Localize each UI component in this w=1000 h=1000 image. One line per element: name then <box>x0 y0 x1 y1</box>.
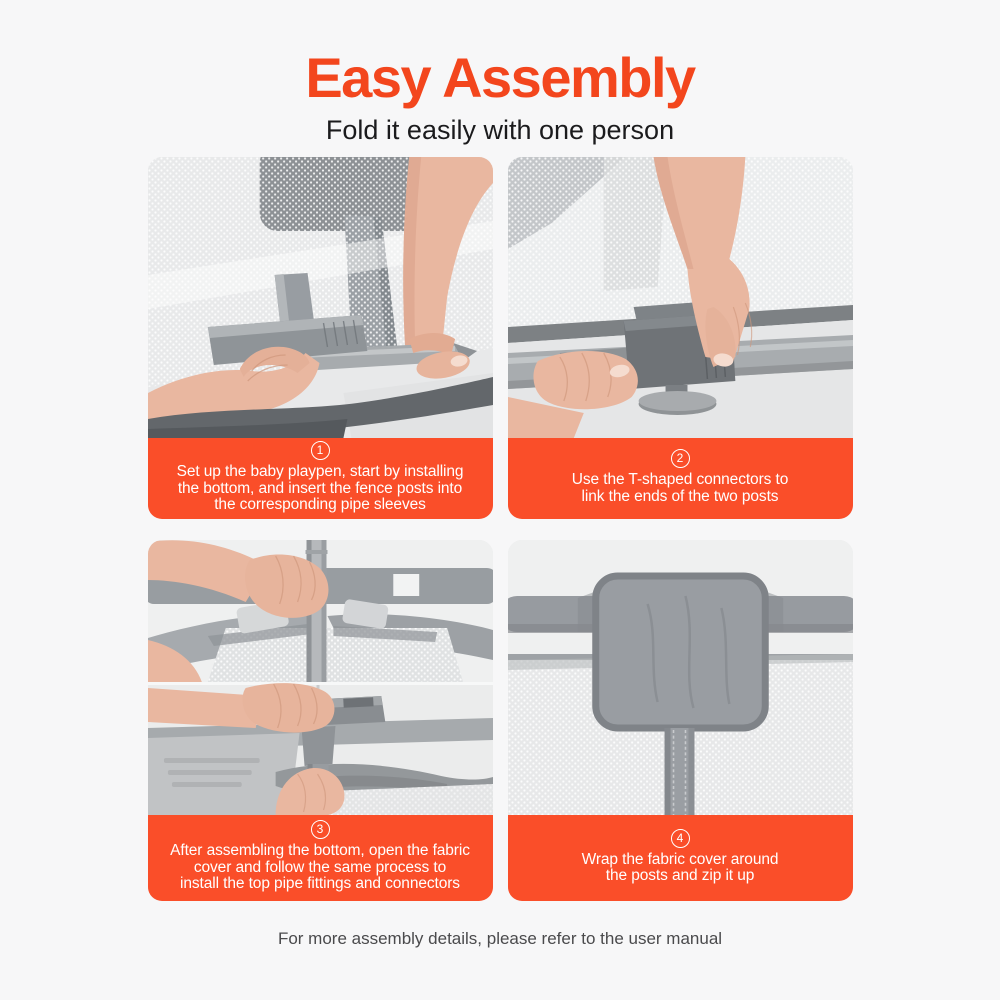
step-2-number-badge: 2 <box>671 449 690 468</box>
caption-line: the posts and zip it up <box>605 867 755 885</box>
step-2-caption <box>508 438 853 519</box>
caption-line: Wrap the fabric cover around <box>581 850 779 868</box>
step-1-number-badge: 1 <box>311 441 330 460</box>
step-3-illustration <box>148 540 493 815</box>
caption-line: install the top pipe fittings and connectors <box>180 875 460 893</box>
caption-line: link the ends of the two posts <box>581 487 779 505</box>
step-card-2 <box>508 157 853 519</box>
caption-line: Use the T-shaped connectors to <box>571 471 789 489</box>
caption-line: cover and follow the same process to <box>193 858 447 876</box>
caption-line: Set up the baby playpen, start by installing <box>176 463 464 481</box>
caption-line: the bottom, and insert the fence posts into <box>177 479 463 497</box>
step-1-photo <box>148 157 493 438</box>
step-4-number-badge: 4 <box>671 829 690 848</box>
page-subtitle: Fold it easily with one person <box>325 115 675 145</box>
step-2-illustration <box>508 157 853 438</box>
footer-note: For more assembly details, please refer to the user manual <box>277 929 723 949</box>
page-title: Easy Assembly <box>305 46 695 109</box>
step-card-3 <box>148 540 493 901</box>
step-4-photo <box>508 540 853 815</box>
step-4-caption <box>508 815 853 901</box>
step-4-illustration <box>508 540 853 815</box>
steps-grid <box>148 157 853 901</box>
step-1-illustration <box>148 157 493 438</box>
header <box>0 0 1000 146</box>
step-card-4 <box>508 540 853 901</box>
step-card-1 <box>148 157 493 519</box>
step-3-photo <box>148 540 493 815</box>
caption-line: the corresponding pipe sleeves <box>214 496 426 514</box>
step-2-photo <box>508 157 853 438</box>
step-3-caption <box>148 815 493 901</box>
step-3-number-badge: 3 <box>311 820 330 839</box>
step-1-caption <box>148 438 493 519</box>
caption-line: After assembling the bottom, open the fabric <box>170 842 470 860</box>
